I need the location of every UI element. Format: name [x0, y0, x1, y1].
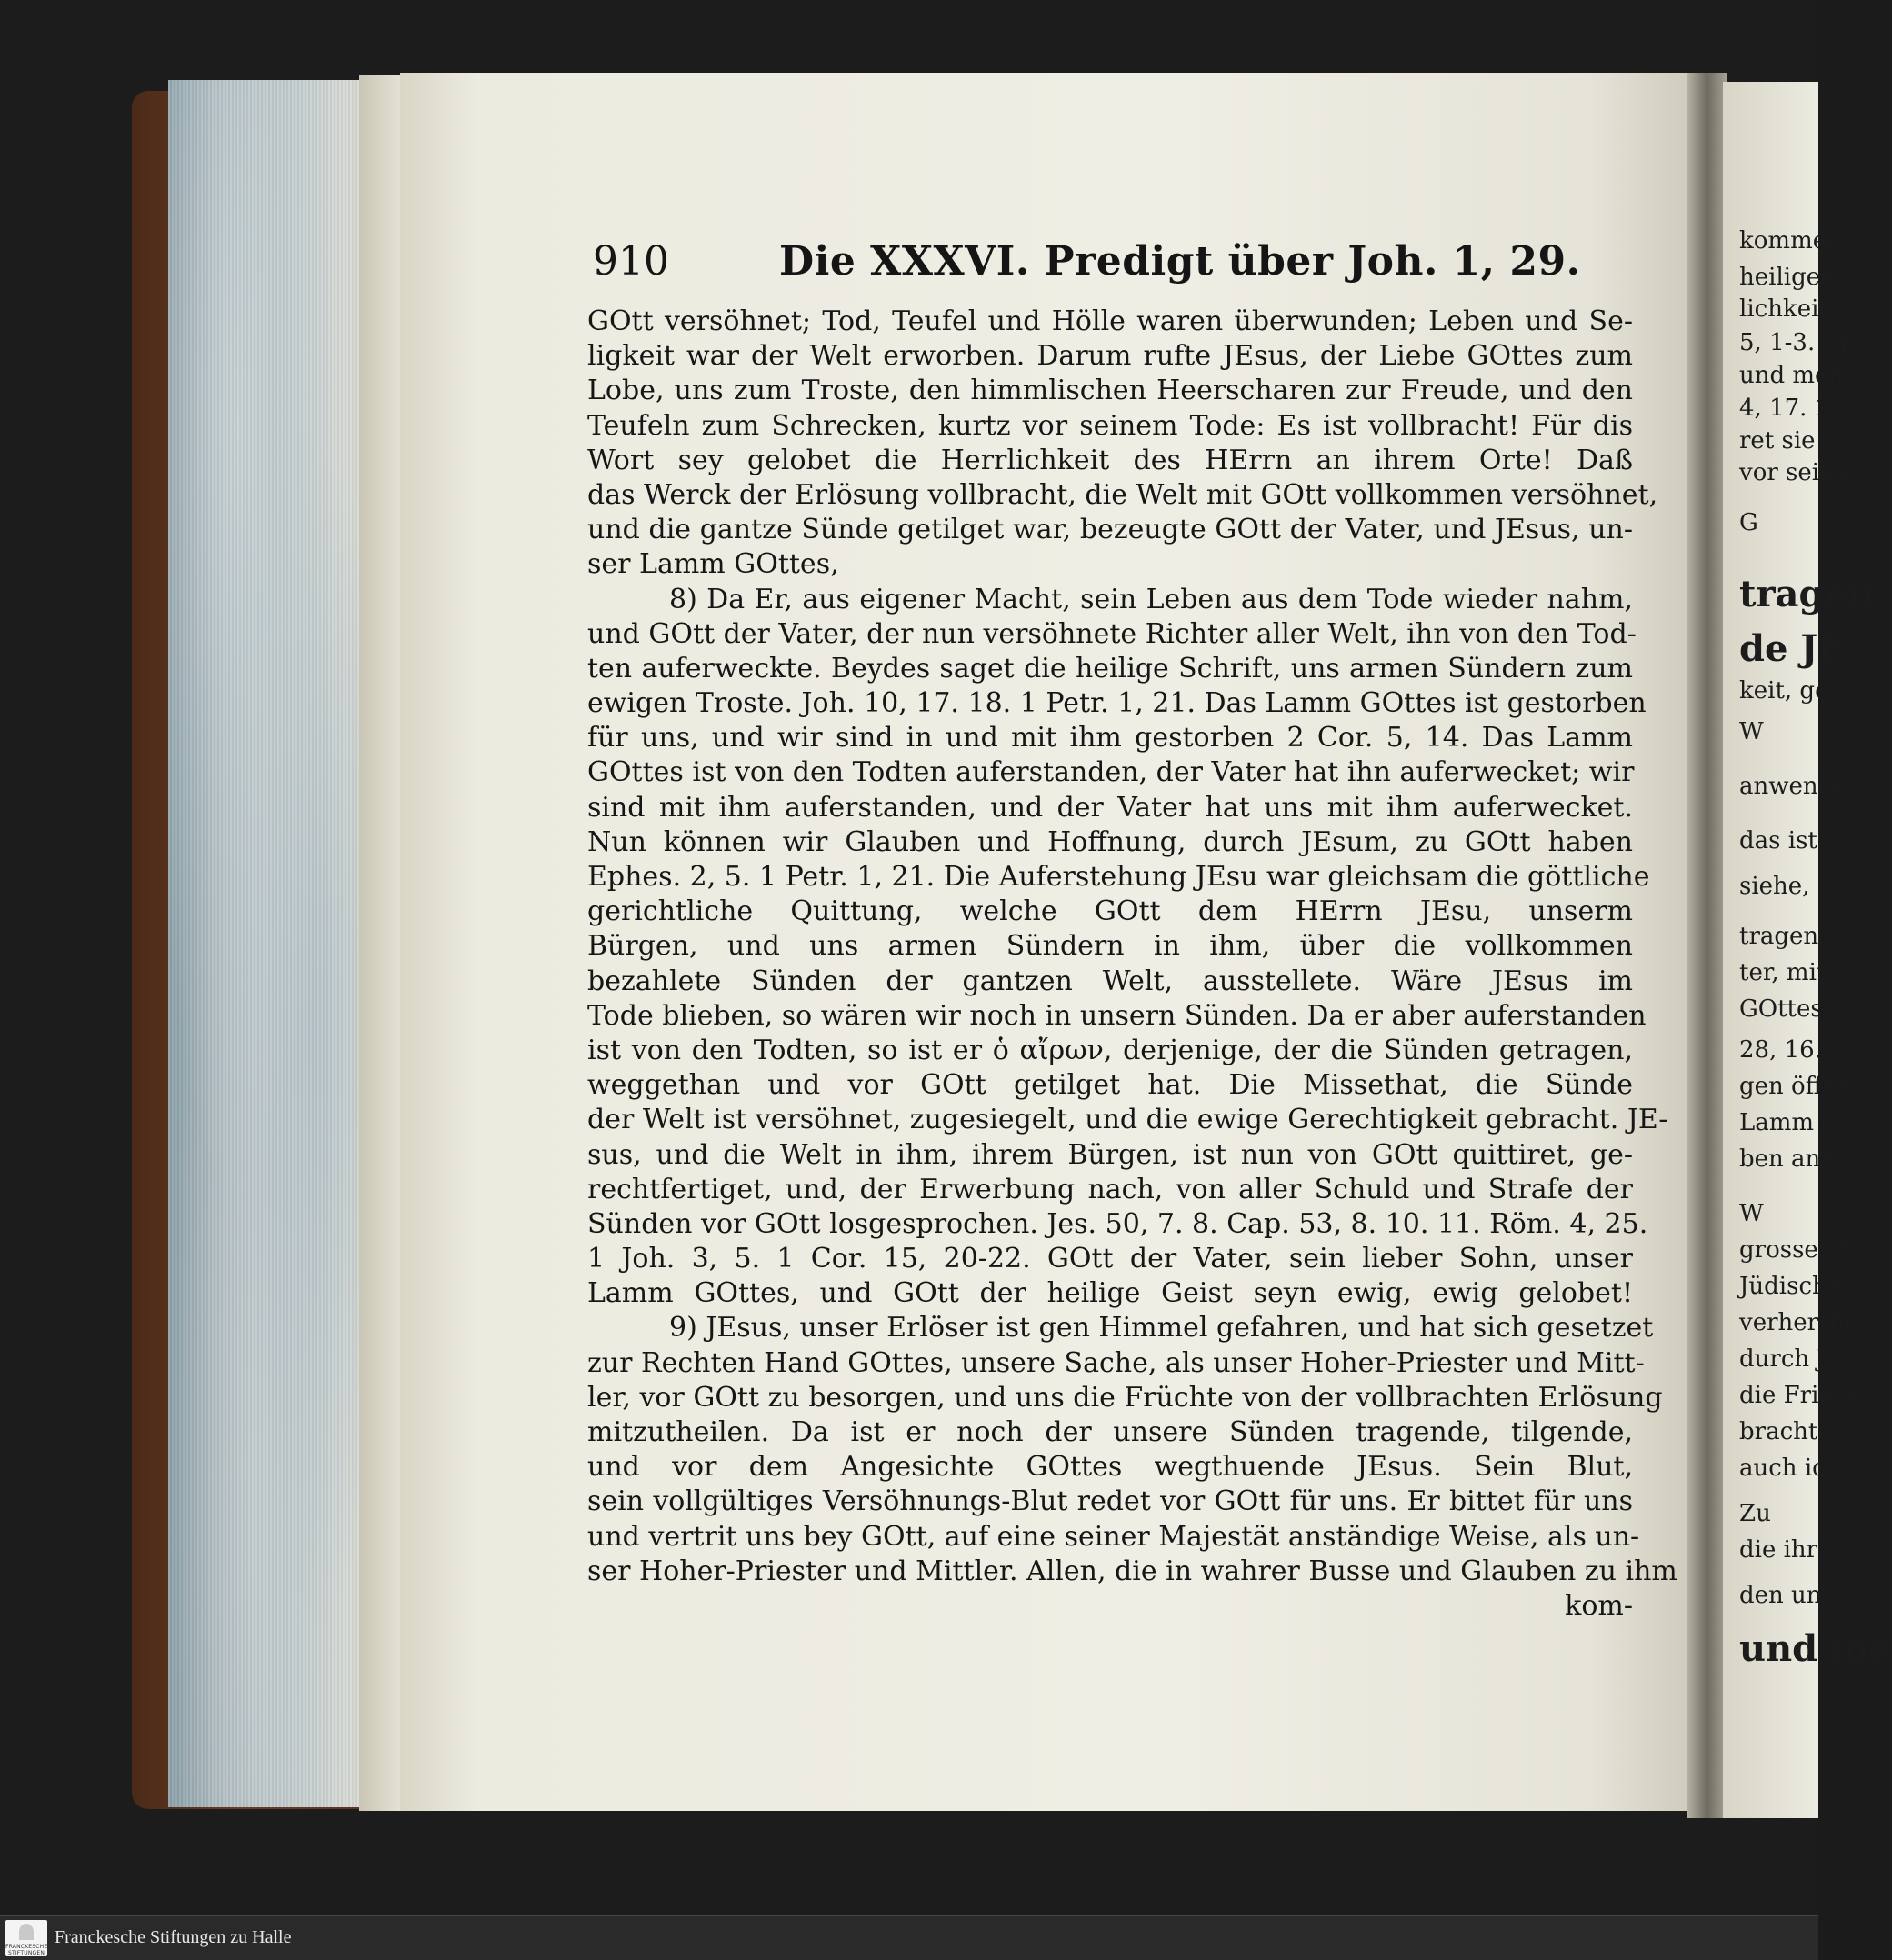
facing-page-line: heiligen G: [1739, 264, 1862, 291]
facing-page-line: den und: [1739, 1582, 1837, 1609]
institution-logo: [5, 1920, 47, 1956]
text-line: Ephes. 2, 5. 1 Petr. 1, 21. Die Auferstehung JEsu war gleichsam die göttliche: [587, 861, 1650, 893]
text-line: GOttes ist von den Todten auferstanden, der Vater hat ihn auferwecket; wir: [587, 756, 1635, 789]
text-line: 9) JEsus, unser Erlöser ist gen Himmel gefahren, und hat sich gesetzet: [669, 1312, 1654, 1345]
footer-label: Franckesche Stiftungen zu Halle: [55, 1927, 292, 1947]
running-title: Die XXXVI. Predigt über Joh. 1, 29.: [779, 238, 1581, 285]
facing-page-line: Jüdische: [1739, 1273, 1842, 1300]
text-line: das Werck der Erlösung vollbracht, die Welt mit GOtt vollkommen versöhnet,: [587, 478, 1658, 511]
facing-page-line: ter, mit d: [1739, 959, 1849, 986]
text-line: mitzutheilen. Da ist er noch der unsere Sünden tragende, tilgende,: [587, 1416, 1633, 1448]
logo-text: FRANCKESCHE STIFTUNGEN: [5, 1944, 48, 1956]
text-line: sein vollgültiges Versöhnungs-Blut redet vor GOtt für uns. Er bittet für uns: [587, 1485, 1633, 1518]
text-line: ler, vor GOtt zu besorgen, und uns die Früchte von der vollbrachten Erlösung: [587, 1381, 1663, 1414]
text-line: für uns, und wir sind in und mit ihm gestorben 2 Cor. 5, 14. Das Lamm: [587, 722, 1633, 755]
facing-page-line: lichkeit, d: [1739, 295, 1859, 323]
facing-page-line: die ihr: [1739, 1536, 1818, 1564]
text-line: zur Rechten Hand GOttes, unsere Sache, als unser Hoher-Priester und Mitt-: [587, 1346, 1645, 1379]
facing-page-line: auch ich a: [1739, 1455, 1863, 1482]
text-line: kom-: [1565, 1589, 1633, 1622]
text-line: Lamm GOttes, und GOtt der heilige Geist seyn ewig, ewig gelobet!: [587, 1277, 1633, 1310]
page-header: [593, 238, 1638, 293]
facing-page-fragment: [1723, 82, 1892, 1818]
facing-page-line: GOttes,: [1739, 995, 1830, 1023]
text-line: ist von den Todten, so ist er ὁ αἴρων, derjenige, der die Sünden getragen,: [587, 1034, 1633, 1066]
page-body-text: [587, 305, 1677, 1624]
text-line: rechtfertiget, und, der Erwerbung nach, von aller Schuld und Strafe der: [587, 1173, 1633, 1205]
text-line: gerichtliche Quittung, welche GOtt dem HErrn JEsu, unserm: [587, 895, 1633, 928]
text-line: ser Hoher-Priester und Mittler. Allen, die in wahrer Busse und Glauben zu ihm: [587, 1555, 1677, 1587]
text-line: ten auferweckte. Beydes saget die heilige Schrift, uns armen Sündern zum: [587, 652, 1633, 685]
logo-mark-icon: [19, 1924, 34, 1940]
text-line: Sünden vor GOtt losgesprochen. Jes. 50, 7. 8. Cap. 53, 8. 10. 11. Röm. 4, 25.: [587, 1207, 1648, 1240]
facing-page-line: brachte V: [1739, 1418, 1857, 1445]
facing-page-line: 4, 17. 18.: [1739, 395, 1853, 422]
text-line: Lobe, uns zum Troste, den himmlischen Heerscharen zur Freude, und den: [587, 375, 1633, 407]
facing-page-line: tragen u: [1739, 923, 1842, 950]
page-number: 910: [593, 238, 669, 285]
text-line: Wort sey gelobet die Herrlichkeit des HErrn an ihrem Orte! Daß: [587, 444, 1633, 476]
facing-page-line: 28, 16. C: [1739, 1036, 1848, 1064]
text-line: Teufeln zum Schrecken, kurtz vor seinem Tode: Es ist vollbracht! Für dis: [587, 409, 1633, 442]
facing-page-line: keit, ge: [1739, 677, 1829, 705]
facing-page-line: die Friede: [1739, 1382, 1862, 1409]
facing-page-line: G: [1739, 509, 1758, 536]
facing-page-line: durch JE: [1739, 1345, 1844, 1373]
text-line: und GOtt der Vater, der nun versöhnete Richter aller Welt, ihn von den Tod-: [587, 617, 1637, 650]
facing-page-line: W: [1739, 718, 1764, 745]
text-line: Tode blieben, so wären wir noch in unsern Sünden. Da er aber auferstanden: [587, 999, 1647, 1032]
text-line: sind mit ihm auferstanden, und der Vater hat uns mit ihm auferwecket.: [587, 791, 1633, 824]
facing-page-line: siehe,: [1739, 873, 1810, 900]
text-line: 1 Joh. 3, 5. 1 Cor. 15, 20-22. GOtt der Vater, sein lieber Sohn, unser: [587, 1243, 1633, 1275]
text-line: und vertrit uns bey GOtt, auf eine seiner Majestät anständige Weise, als un-: [587, 1520, 1640, 1553]
facing-page-line: grossen V: [1739, 1236, 1858, 1264]
text-line: ligkeit war der Welt erworben. Darum rufte JEsus, der Liebe GOttes zum: [587, 340, 1633, 373]
facing-page-line: das ist: [1739, 827, 1817, 855]
text-line: weggethan und vor GOtt getilget hat. Die Missethat, die Sünde: [587, 1069, 1633, 1102]
text-line: sus, und die Welt in ihm, ihrem Bürgen, ist nun von GOtt quittiret, ge-: [587, 1138, 1633, 1171]
text-line: der Welt ist versöhnet, zugesiegelt, und die ewige Gerechtigkeit gebracht. JE-: [587, 1104, 1668, 1136]
facing-page-line: anwende: [1739, 773, 1847, 800]
facing-page-line: W: [1739, 1200, 1764, 1227]
facing-page-line: und meh: [1739, 362, 1845, 389]
footer-bar: [0, 1915, 1818, 1960]
text-line: ser Lamm GOttes,: [587, 548, 839, 581]
facing-page-line: und me: [1739, 1627, 1892, 1670]
book-gutter: [1687, 73, 1727, 1818]
text-line: 8) Da Er, aus eigener Macht, sein Leben aus dem Tode wieder nahm,: [669, 583, 1633, 615]
facing-page-line: ben anne: [1739, 1145, 1850, 1173]
facing-page-line: ret sie d: [1739, 427, 1838, 455]
page-edges-light: [359, 75, 405, 1811]
facing-page-line: 5, 1-3. Ep: [1739, 329, 1856, 356]
text-line: GOtt versöhnet; Tod, Teufel und Hölle waren überwunden; Leben und Se-: [587, 305, 1633, 337]
text-line: und die gantze Sünde getilget war, bezeugte GOtt der Vater, und JEsus, un-: [587, 514, 1633, 546]
text-line: ewigen Troste. Joh. 10, 17. 18. 1 Petr. 1, 21. Das Lamm GOttes ist gestorben: [587, 687, 1647, 720]
facing-page-line: gen öffne: [1739, 1073, 1852, 1100]
facing-page-line: kommen: [1739, 227, 1842, 255]
facing-page-line: verherrlic: [1739, 1309, 1858, 1336]
facing-page-line: de JE: [1739, 627, 1846, 670]
text-line: und vor dem Angesichte GOttes wegthuende JEsus. Sein Blut,: [587, 1451, 1633, 1484]
text-line: bezahlete Sünden der gantzen Welt, ausstellete. Wäre JEsus im: [587, 965, 1633, 997]
facing-page-line: Lamm G: [1739, 1109, 1841, 1136]
facing-page-line: tragen: [1739, 573, 1874, 615]
text-line: Nun können wir Glauben und Hoffnung, durch JEsum, zu GOtt haben: [587, 825, 1633, 858]
facing-page-line: vor seiner: [1739, 459, 1860, 486]
facing-page-line: Zu: [1739, 1500, 1771, 1527]
text-line: Bürgen, und uns armen Sündern in ihm, über die vollkommen: [587, 930, 1633, 963]
